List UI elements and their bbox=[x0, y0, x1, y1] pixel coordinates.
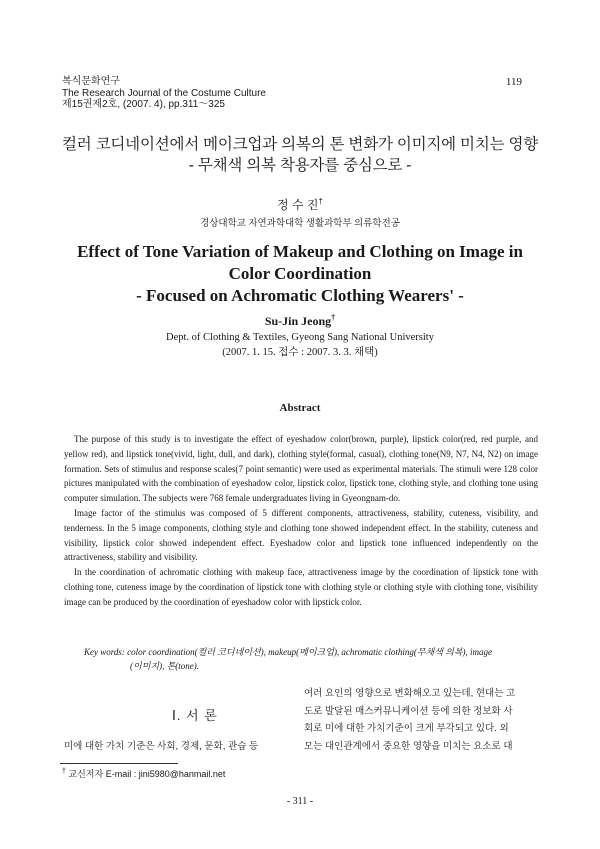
footnote bbox=[62, 767, 225, 780]
footnote-text: 교신저자 E-mail : jini5980@hanmail.net bbox=[68, 769, 226, 779]
affiliation-english bbox=[0, 330, 600, 360]
journal-volume: 제15권제2호, (2007. 4), pp.311～325 bbox=[62, 99, 225, 110]
title-korean-line1: 컬러 코디네이션에서 메이크업과 의복의 톤 변화가 이미지에 미치는 영향 bbox=[61, 136, 539, 153]
corresponding-mark-en: † bbox=[331, 313, 336, 322]
body-text-right-column bbox=[304, 685, 536, 755]
page-number-top: 119 bbox=[505, 76, 522, 88]
received-accepted-dates: (2007. 1. 15. 접수 : 2007. 3. 3. 채택) bbox=[222, 347, 378, 358]
abstract-heading: Abstract bbox=[279, 402, 321, 414]
body-line: 모는 대인관계에서 중요한 영향을 미치는 요소로 대 bbox=[304, 740, 513, 752]
journal-name-en: The Research Journal of the Costume Culture bbox=[62, 87, 266, 99]
footnote-divider bbox=[60, 763, 178, 764]
title-english-line1: Effect of Tone Variation of Makeup and Clothing on Image in bbox=[77, 242, 523, 261]
journal-header bbox=[62, 76, 266, 111]
author-english bbox=[0, 313, 600, 329]
keywords-line1: Key words: color coordination(컬러 코디네이션), makeup(메이크업), achromatic clothing(무채색 의복), image bbox=[84, 647, 493, 657]
affiliation-english-dept: Dept. of Clothing & Textiles, Gyeong Sang National University bbox=[166, 332, 434, 343]
keywords bbox=[84, 645, 536, 673]
page-number-bottom: - 311 - bbox=[286, 796, 314, 807]
title-english-line2: Color Coordination bbox=[228, 264, 372, 283]
keywords-line2: (이미지), 톤(tone). bbox=[130, 661, 200, 671]
corresponding-mark: † bbox=[318, 197, 323, 206]
abstract-paragraph-3: In the coordination of achromatic clothing with makeup face, attractiveness image by the coordination of lipstick tone with clothing tone, cuteness image by the coordination of lipstick tone with clothing style or clothing style with clothing tone, visibility image can be produced by the coordination of eyeshadow color with lipstick color. bbox=[64, 567, 538, 607]
author-english-name: Su-Jin Jeong bbox=[264, 314, 332, 328]
title-english-line3: - Focused on Achromatic Clothing Wearers' - bbox=[136, 286, 464, 305]
body-line: 도로 발달된 매스커뮤니케이션 등에 의한 정보화 사 bbox=[304, 705, 513, 717]
author-korean-name: 정 수 진 bbox=[277, 198, 319, 212]
abstract-paragraph-1: The purpose of this study is to investigate the effect of eyeshadow color(brown, purple), lipstick color(red, red purple, and yellow red), and lipstick tone(vivid, light, dull, and dark), clothing style(formal, casual), clothing tone(N9, N7, N4, N2) on image formation. Sets of stimulus and response scales(7 point semantic) were used as experimental materials. The stimuli were 128 color pictures manipulated with the combination of eyeshadow color, lipstick color, lipstick tone, clothing style, and clothing tone using computer simulation. The subjects were 768 female undergraduates living in Gyeongnam-do. bbox=[64, 434, 538, 504]
body-text-left-column: 미에 대한 가치 기준은 사회, 경제, 문화, 관습 등 bbox=[64, 741, 259, 752]
title-english bbox=[0, 241, 600, 307]
section-heading-introduction: Ⅰ. 서 론 bbox=[172, 708, 218, 723]
affiliation-korean: 경상대학교 자연과학대학 생활과학부 의류학전공 bbox=[200, 219, 400, 229]
journal-name-ko: 복식문화연구 bbox=[62, 76, 120, 87]
author-korean bbox=[0, 196, 600, 213]
footnote-mark: † bbox=[62, 768, 66, 775]
abstract-paragraph-2: Image factor of the stimulus was composed of 5 different components, attractiveness, stability, cuteness, visibility, and tenderness. In the 5 image components, clothing style and clothing tone showed independent effect. In the stability, cuteness and visibility, lipstick color showed independent effect. Eyeshadow color and lipstick tone influenced independently on the attractiveness, stability and visibility. bbox=[64, 507, 538, 563]
title-korean-line2: - 무채색 의복 착용자를 중심으로 - bbox=[188, 157, 412, 174]
body-line: 회로 미에 대한 가치기준이 크게 부각되고 있다. 외 bbox=[304, 723, 509, 734]
title-korean bbox=[0, 134, 600, 176]
body-line: 여러 요인의 영향으로 변화해오고 있는데, 현대는 고 bbox=[304, 688, 516, 699]
abstract-body bbox=[64, 432, 538, 610]
